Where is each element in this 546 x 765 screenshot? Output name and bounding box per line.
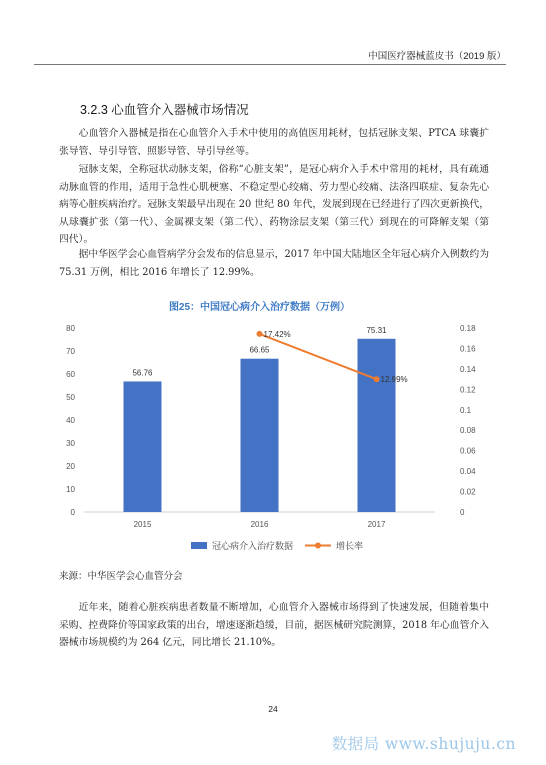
paragraph-coronary-stent: 冠脉支架，全称冠状动脉支架，俗称“心脏支架”，是冠心病介入手术中常用的耗材，具有疏通动脉血管的作用，适用于急性心肌梗塞、不稳定型心绞痛、劳力型心绞痛、法洛四联症、复杂先心病等心脏疾病治疗。冠脉支架最早出现在 20 世纪 80 年代，发展到现在已经进行了四次更新换代，从球囊扩张（第一代）、金属裸支架（第二代）、药物涂层支架（第三代）到现在的可降解支架（第四代）。 bbox=[59, 164, 489, 245]
y-right-tick-label: 0.14 bbox=[460, 364, 476, 374]
x-tick-label: 2017 bbox=[367, 520, 386, 529]
y-left-tick-label: 30 bbox=[66, 439, 75, 448]
legend-line-label: 增长率 bbox=[336, 541, 364, 551]
chart-container bbox=[59, 294, 489, 564]
y-right-tick-label: 0.18 bbox=[460, 324, 476, 333]
y-left-tick-label: 70 bbox=[66, 347, 75, 356]
page-number: 24 bbox=[268, 704, 278, 714]
y-left-tick-label: 10 bbox=[66, 485, 75, 494]
paragraph-intro: 心血管介入器械是指在心血管介入手术中使用的高值医用耗材，包括冠脉支架、PTCA 球囊扩张导管、导引导管、照影导管、导引导丝等。 bbox=[59, 128, 489, 157]
pci-cases-chart bbox=[59, 294, 489, 564]
growth-rate-point bbox=[374, 376, 380, 382]
paragraph-market-size: 近年来，随着心脏疾病患者数量不断增加，心血管介入器械市场得到了快速发展，但随着集中采购、控费降价等国家政策的出台，增速逐渐趋缓，目前，据医械研究院测算，2018 年心血管介入器械市场规模约为 264 亿元，同比增长 21.10%。 bbox=[59, 602, 489, 648]
y-left-tick-label: 40 bbox=[66, 416, 75, 425]
y-right-tick-label: 0.08 bbox=[460, 426, 476, 436]
paragraph-statistics: 据中华医学会心血管病学分会发布的信息显示，2017 年中国大陆地区全年冠心病介入例数约为 75.31 万例，相比 2016 年增长了 12.99%。 bbox=[59, 249, 489, 278]
bar bbox=[124, 381, 162, 512]
y-right-tick-label: 0.16 bbox=[460, 344, 476, 354]
y-right-tick-label: 0.06 bbox=[460, 446, 476, 456]
legend-line-marker bbox=[315, 543, 321, 549]
y-left-tick-label: 0 bbox=[70, 508, 75, 517]
x-tick-label: 2016 bbox=[250, 520, 269, 529]
section-title: 3.2.3 心血管介入器械市场情况 bbox=[80, 103, 249, 117]
x-tick-label: 2015 bbox=[133, 520, 152, 529]
watermark: 数据局 www.shujuju.cn bbox=[331, 735, 516, 753]
y-left-tick-label: 50 bbox=[66, 393, 75, 402]
y-right-tick-label: 0.12 bbox=[460, 385, 476, 395]
bar-data-label: 56.76 bbox=[132, 368, 153, 378]
bar bbox=[358, 339, 396, 512]
chart-source: 来源：中华医学会心血管分会 bbox=[59, 571, 183, 582]
y-left-tick-label: 60 bbox=[66, 370, 75, 379]
line-data-label: 17.42% bbox=[263, 329, 291, 339]
y-left-tick-label: 20 bbox=[66, 462, 75, 471]
y-right-tick-label: 0 bbox=[460, 508, 465, 517]
legend-bar-label: 冠心病介入治疗数据 bbox=[212, 541, 294, 551]
y-right-tick-label: 0.02 bbox=[460, 487, 476, 497]
header-rule bbox=[34, 64, 506, 65]
bar bbox=[241, 359, 279, 512]
growth-rate-point bbox=[257, 331, 263, 337]
y-left-tick-label: 80 bbox=[66, 324, 75, 333]
y-right-tick-label: 0.04 bbox=[460, 467, 476, 477]
legend-bar-swatch bbox=[191, 542, 207, 549]
y-right-tick-label: 0.1 bbox=[460, 405, 472, 415]
chart-title: 图25：中国冠心病介入治疗数据（万例） bbox=[168, 302, 351, 313]
line-data-label: 12.99% bbox=[380, 375, 408, 385]
bar-data-label: 75.31 bbox=[366, 325, 387, 335]
bar-data-label: 66.65 bbox=[249, 345, 270, 355]
running-header: 中国医疗器械蓝皮书（2019 版） bbox=[368, 51, 506, 62]
